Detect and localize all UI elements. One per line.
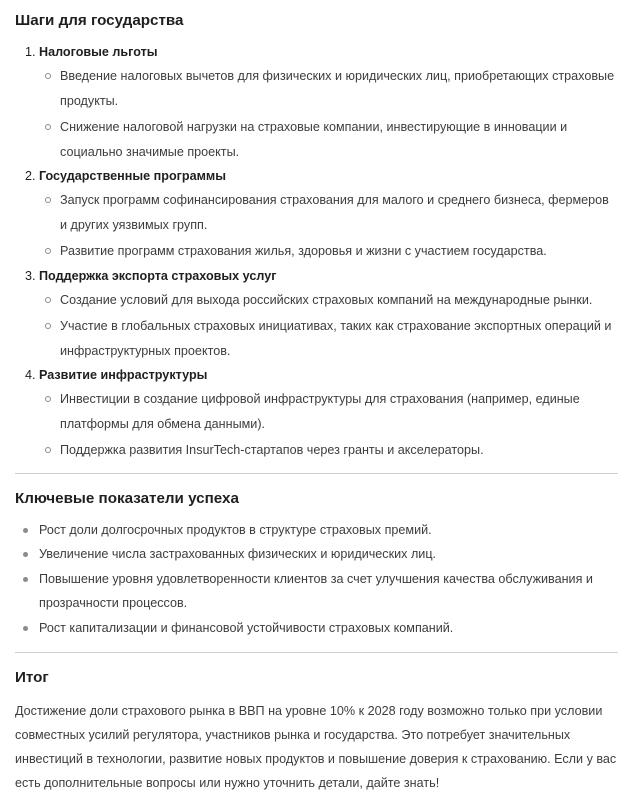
kpi-item: Рост капитализации и финансовой устойчивости страховых компаний. <box>0 616 633 641</box>
circle-bullet-icon <box>45 248 51 254</box>
step-title: Налоговые льготы <box>39 45 158 59</box>
step-item <box>0 166 633 264</box>
step-item <box>0 266 633 364</box>
step-number: 2. <box>25 169 36 183</box>
steps-section-title: Шаги для государства <box>15 12 184 29</box>
step-points <box>0 288 633 364</box>
step-point: Инвестиции в создание цифровой инфраструктуры для страхования (например, единые платформы для обмена данными). <box>0 387 633 436</box>
kpi-item: Повышение уровня удовлетворенности клиентов за счет улучшения качества обслуживания и прозрачности процессов. <box>0 567 633 616</box>
step-points <box>0 188 633 264</box>
kpi-list <box>0 518 633 641</box>
summary-section-title: Итог <box>15 669 49 686</box>
step-points <box>0 387 633 463</box>
summary-paragraph: Достижение доли страхового рынка в ВВП на уровне 10% к 2028 году возможно только при условии совместных усилий регулятора, участников рынка и государства. Это потребует значительных инвестиций в технологии, развитие новых продуктов и повышение доверия к страхованию. Если у вас есть дополнительные вопросы или нужно уточнить детали, дайте знать! <box>15 704 617 790</box>
step-point: Создание условий для выхода российских страховых компаний на международные рынки. <box>0 288 633 313</box>
circle-bullet-icon <box>45 447 51 453</box>
bullet-dot-icon <box>23 577 28 582</box>
bullet-dot-icon <box>23 552 28 557</box>
circle-bullet-icon <box>45 297 51 303</box>
circle-bullet-icon <box>45 197 51 203</box>
bullet-dot-icon <box>23 528 28 533</box>
circle-bullet-icon <box>45 124 51 130</box>
step-point: Введение налоговых вычетов для физических и юридических лиц, приобретающих страховые продукты. <box>0 64 633 113</box>
circle-bullet-icon <box>45 396 51 402</box>
kpi-item: Увеличение числа застрахованных физических и юридических лиц. <box>0 542 633 567</box>
step-heading <box>0 166 633 186</box>
step-title: Государственные программы <box>39 169 226 183</box>
circle-bullet-icon <box>45 323 51 329</box>
step-heading <box>0 42 633 62</box>
step-heading <box>0 266 633 286</box>
step-number: 4. <box>25 368 36 382</box>
circle-bullet-icon <box>45 73 51 79</box>
step-number: 1. <box>25 45 36 59</box>
step-point: Снижение налоговой нагрузки на страховые компании, инвестирующие в инновации и социально значимые проекты. <box>0 115 633 164</box>
kpi-section-title: Ключевые показатели успеха <box>15 489 239 507</box>
bullet-dot-icon <box>23 626 28 631</box>
step-item <box>0 42 633 164</box>
step-heading <box>0 365 633 385</box>
steps-list <box>0 42 633 463</box>
step-item <box>0 365 633 463</box>
step-point: Запуск программ софинансирования страхования для малого и среднего бизнеса, фермеров и других уязвимых групп. <box>0 188 633 237</box>
step-points <box>0 64 633 164</box>
step-title: Поддержка экспорта страховых услуг <box>39 268 277 283</box>
step-title: Развитие инфраструктуры <box>39 368 208 382</box>
step-point: Развитие программ страхования жилья, здоровья и жизни с участием государства. <box>0 239 633 264</box>
step-point: Участие в глобальных страховых инициативах, таких как страхование экспортных операций и инфраструктурных проектов. <box>0 314 633 363</box>
step-number: 3. <box>25 268 36 283</box>
kpi-item: Рост доли долгосрочных продуктов в структуре страховых премий. <box>0 518 633 543</box>
step-point: Поддержка развития InsurTech-стартапов через гранты и акселераторы. <box>0 438 633 463</box>
